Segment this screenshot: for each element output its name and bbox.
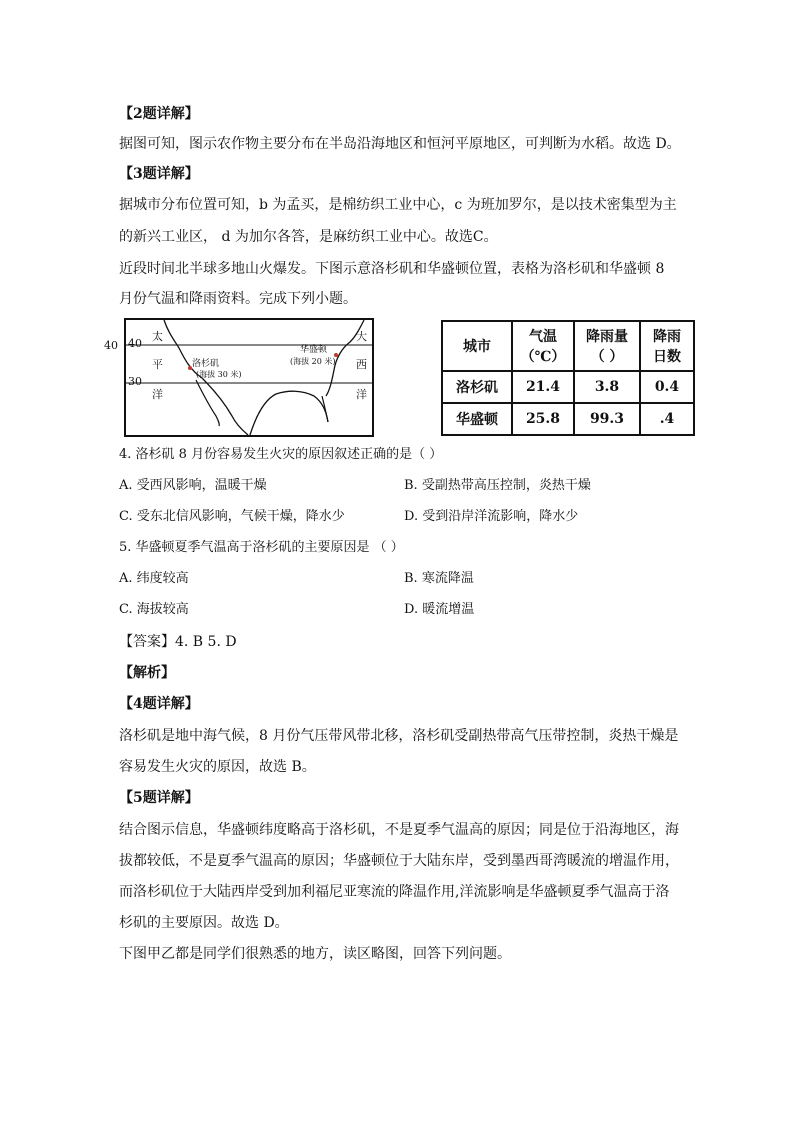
q4-option-d: D. 受到沿岸洋流影响，降水少: [404, 509, 579, 524]
q2-header: 【2题详解】: [119, 106, 199, 122]
header-temp-label: 气温: [529, 329, 557, 345]
pacific-label-2: 平: [152, 358, 163, 371]
q5-option-d: D. 暖流增温: [404, 602, 475, 617]
row1-city: 洛杉矶: [442, 371, 512, 403]
q4-detail-1: 洛杉矶是地中海气候，8 月份气压带风带北移，洛杉矶受副热带高气压带控制，炎热干燥是: [119, 728, 679, 744]
la-altitude: (海拔 30 米): [196, 370, 242, 379]
header-rainfall-unit: （ ）: [590, 349, 624, 365]
next-intro: 下图甲乙都是同学们很熟悉的地方，读区略图，回答下列问题。: [119, 946, 511, 962]
q5-detail-2: 拔都较低，不是夏季气温高的原因；华盛顿位于大陆东岸，受到墨西哥湾暖流的增温作用，: [119, 853, 679, 869]
row1-days: 0.4: [640, 371, 694, 403]
row2-temp: 25.8: [512, 403, 574, 435]
row2-days: .4: [640, 403, 694, 435]
q4-option-a: A. 受西风影响，温暖干燥: [119, 478, 267, 493]
q4-option-b: B. 受副热带高压控制，炎热干燥: [404, 478, 591, 493]
question-4: 4. 洛杉矶 8 月份容易发生火灾的原因叙述正确的是（ ）: [119, 447, 443, 462]
q4-detail-header: 【4题详解】: [119, 696, 199, 712]
question-5: 5. 华盛顿夏季气温高于洛杉矶的主要原因是 （ ）: [119, 540, 404, 555]
q5-detail-1: 结合图示信息，华盛顿纬度略高于洛杉矶，不是夏季气温高的原因；同是位于沿海地区，海: [119, 822, 679, 838]
lat-40-label-visible: 40: [128, 337, 142, 350]
answer-line: 【答案】4. B 5. D: [119, 634, 237, 650]
row1-rain: 3.8: [574, 371, 640, 403]
table-row: [442, 403, 694, 435]
climate-table: [441, 320, 695, 436]
q5-detail-3: 而洛杉矶位于大陆西岸受到加利福尼亚寒流的降温作用,洋流影响是华盛顿夏季气温高于洛: [119, 884, 670, 900]
pacific-label-1: 太: [152, 330, 163, 343]
q2-body: 据图可知，图示农作物主要分布在半岛沿海地区和恒河平原地区，可判断为水稻。故选 D。: [119, 136, 681, 152]
row2-rain: 99.3: [574, 403, 640, 435]
atlantic-label-3: 洋: [356, 388, 367, 401]
q3-body-2: 的新兴工业区， d 为加尔各答，是麻纺织工业中心。故选C。: [119, 229, 498, 245]
row2-city: 华盛顿: [442, 403, 512, 435]
q4-detail-2: 容易发生火灾的原因，故选 B。: [119, 759, 316, 775]
q5-option-b: B. 寒流降温: [404, 571, 474, 586]
header-rain-days-1: 降雨: [653, 329, 681, 345]
header-city: 城市: [442, 321, 512, 371]
pacific-label-3: 洋: [152, 388, 163, 401]
q4-option-c: C. 受东北信风影响，气候干燥，降水少: [119, 509, 345, 524]
q5-option-c: C. 海拔较高: [119, 602, 189, 617]
dc-altitude: (海拔 20 米): [290, 357, 336, 366]
q3-body-1: 据城市分布位置可知，b 为孟买，是棉纺织工业中心，c 为班加罗尔，是以技术密集型为主: [119, 197, 677, 213]
dc-name: 华盛顿: [300, 345, 328, 355]
q5-detail-4: 杉矶的主要原因。故选 D。: [119, 915, 289, 931]
analysis-header: 【解析】: [119, 665, 175, 681]
header-rain-days-2: 日数: [653, 349, 681, 365]
lat-30-label: 30: [128, 375, 142, 388]
location-map: [104, 318, 374, 437]
q5-detail-header: 【5题详解】: [119, 790, 199, 806]
header-temp-unit: （℃）: [520, 349, 566, 365]
la-name: 洛杉矶: [192, 359, 220, 369]
atlantic-label-1: 大: [356, 330, 367, 343]
intro-2: 月份气温和降雨资料。完成下列小题。: [119, 291, 357, 307]
lat-40-label: 40: [104, 339, 118, 352]
header-rainfall: [574, 321, 640, 371]
header-temp: [512, 321, 574, 371]
atlantic-label-2: 西: [356, 358, 367, 371]
header-rain-days: [640, 321, 694, 371]
intro-1: 近段时间北半球多地山火爆发。下图示意洛杉矶和华盛顿位置，表格为洛杉矶和华盛顿 8: [119, 261, 665, 277]
table-row: [442, 371, 694, 403]
q5-option-a: A. 纬度较高: [119, 571, 189, 586]
header-rainfall-label: 降雨量: [586, 329, 628, 345]
q3-header: 【3题详解】: [119, 166, 199, 182]
row1-temp: 21.4: [512, 371, 574, 403]
